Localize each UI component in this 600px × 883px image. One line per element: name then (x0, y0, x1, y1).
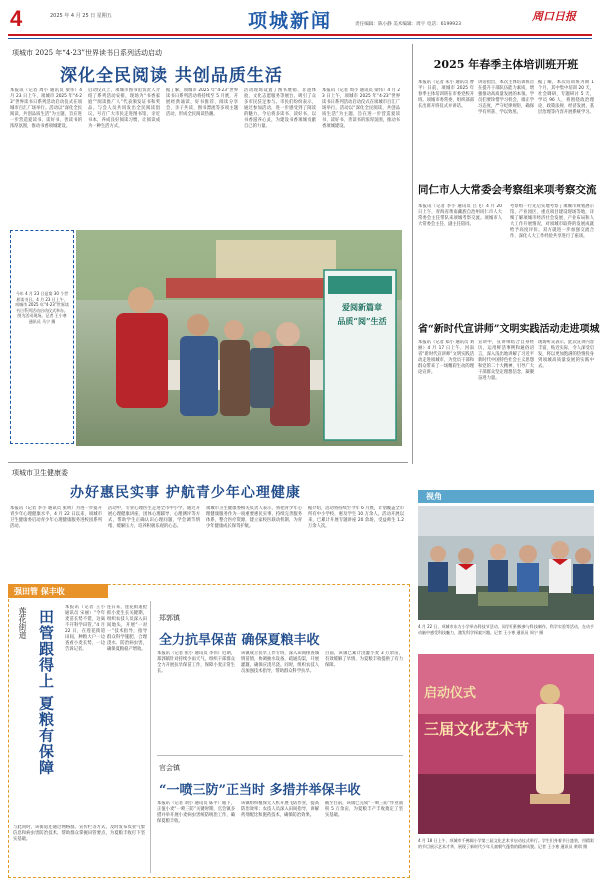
article-body-col1: 本报讯（记者 李小 通讯员 吕飞）4 月 20 日上午，青海省黄南藏族自治州同仁市人大常委会主任带队来项城考察交流。项城市人大常委会主任、副主任陪同。 (418, 204, 502, 227)
article-body-col2: 讲话指出，本次主体培训班旨在提升干部队伍能力素质，增强推动高质量发展的本领。学员们要珍惜学习机会，端正学习态度，严守纪律规矩，确保学有所获、学以致用。 (478, 80, 534, 115)
editor-line: 责任编辑：陈小静 美术编辑：周宇 电话：6199923 (355, 22, 462, 27)
article-body-col3: 据了解，本次培训班为期 1 个月，其中集中培训 20 天，社会调研、专题研讨 5 天，学员 96 人，将围绕政治理论、政策法规、经济发展、基层治理等内容开展系统学习。 (538, 80, 594, 115)
section-title: 项城新闻 (248, 10, 333, 32)
article-kicker: 项城市卫生健康委 (12, 469, 68, 477)
festival-banner-title: 启动仪式 (424, 686, 477, 701)
article-headline: 同仁市人大常委会考察组来项考察交流 (418, 184, 597, 196)
article-tongren (418, 176, 597, 306)
article-body-col1: 本报讯（记者 郑小 通讯员 刘丽）4 月 17 日上午，河南省“新时代宣讲师”文明实践活动走进项城市，为党员干部和群众带来了一场精彩生动的理论宣讲。 (418, 340, 474, 375)
photo-caption-box (10, 230, 74, 444)
masthead-rule-thin (8, 38, 592, 39)
article-body-col1: 本报讯（记者 周小 通讯员 梁伟）4 月 23 日上午，项城市 2025 年“4·23”世界读书日系列活动启动仪式在项城市百汇广场举行。活动以“深化全民阅读，共创品质生活”为主题，旨在进一步营造爱读书、读好书、善读书的浓厚氛围，推动书香项城建设。 (10, 88, 82, 129)
col1-body-c: 与此同时，该街道还通过网格群、宣传栏等方式，及时发布农业气象信息和病虫害防治技术，帮助群众掌握田管要点，为夏粮丰收打下坚实基础。 (13, 825, 145, 842)
article-lecturer (418, 316, 600, 464)
banner-text-1: 爱阅新篇章 (342, 302, 382, 312)
article-body-col5: 本报讯（记者 周小 通讯员 梁伟）4 月 23 日上午，项城市 2025 年“4·23”世界读书日系列活动启动仪式在项城市百汇广场举行。活动以“深化全民阅读，共创品质生活”为主题，旨在进一步营造爱读书、读好书、善读书的浓厚氛围，推动书香项城建设。 (322, 88, 400, 129)
article-body-col2: 考察组一行先后实地考察了项城市规划展示馆、产业园区、重点项目建设现场等地，详细了解项城市经济社会发展、产业布局和人大工作开展情况，对项城市取得的发展成就给予高度评价。双方就进一步加强交流合作、深化人大工作经验共享进行了座谈。 (510, 204, 594, 239)
banner-text-2: 品质“阅”生活 (337, 316, 387, 326)
art-festival-photo-image (418, 654, 594, 834)
col3-kicker: 官会镇 (159, 764, 180, 772)
page-number: 4 (10, 6, 23, 31)
column-rule-right (412, 44, 413, 464)
article-body-col4: 据介绍，活动将持续至今年 6 月底，计划覆盖全市所有中小学校，惠及学生 10 万余人。活动开展以来，已累计开展专题讲座 20 余场，受益师生 1.2 万余人次。 (308, 506, 404, 529)
reading-day-photo-image (76, 230, 402, 446)
article-headline: 办好惠民实事 护航青少年心理健康 (70, 485, 301, 501)
article-body-col3: 据了解，项城市 2025 年“4·23”世界读书日系列活动将持续至 5 月底，开展经典诵读、好书推荐、阅读分享会、亲子共读、图书漂流等多项主题活动，形成全民阅读热潮。 (166, 88, 238, 117)
special-section (8, 584, 410, 878)
article-body-col1: 本报讯（记者 朱小 通讯员 曹平）日前，项城市 2025 年春季主体培训班在市委党校开班。项城市委常委、组织部部长出席开班仪式并讲话。 (418, 80, 474, 109)
article-reading-day (8, 44, 404, 464)
article-headline: 深化全民阅读 共创品质生活 (60, 66, 283, 86)
festival-banner-sub: 三届文化艺术节 (424, 720, 530, 738)
special-divider-v (150, 601, 151, 873)
col1-kicker: 莲花街道 (18, 607, 27, 639)
col1-body-b: 连日来，莲花街道抢抓小麦生长关键期，组织农技人员深入田间地头，开展“一对一”技术指导，指导群众科学施肥、合理浇水、防治病虫害，确保夏粮稳产增收。 (107, 605, 147, 652)
col2-headline: 全力抗旱保苗 确保夏粮丰收 (159, 633, 320, 648)
view-caption-2: 4 月 18 日上午，项城市千佛阁小学第三届文化艺术节启动仪式举行。学生们身着节日盛装，用精彩的节目展示艺术才华，展现了新时代少年儿童朝气蓬勃的精神风貌。记者 王小寒 通讯员 黄琪 摄 (418, 838, 594, 849)
view-tag (418, 490, 594, 503)
view-photo-1 (418, 506, 594, 620)
article-health (8, 464, 408, 584)
view-tag-text: 视角 (426, 492, 442, 501)
article-body-col3: 现场听众表示，此次宣讲内容丰富、贴近实际，令人深受启发，将以更加饱满的热情投身到项城高质量发展的实践中去。 (538, 340, 594, 369)
article-training (418, 44, 594, 156)
col3-headline: “一喷三防”正当时 多措并举保丰收 (159, 783, 361, 798)
article-body-col2: 启动仪式上，项城市图书馆负责人介绍了系列活动安排，现场为“书香家庭”“阅读推广人”代表颁发证书和奖品。与会人员共同发出全民阅读倡议，号召广大市民走进图书馆，亲近书本，养成良好阅读习惯，让阅读成为一种生活方式。 (88, 88, 160, 129)
article-body-col2: 活动中，专业心理医生走进全市中小学，通过开展心理健康讲座、团体心理辅导、心理测评等方式，帮助学生正确认识心理问题，学会调节情绪、缓解压力，培养积极乐观的心态。 (108, 506, 200, 529)
col2-body-b: 该镇成立抗旱工作专班，深入田间排查墒情苗情，协调抽水设备，疏通沟渠，开展灌溉，确保应浇尽浇。同时，组织农技人员加强技术指导，帮助群众科学抗旱。 (241, 651, 319, 674)
view-photo-2 (418, 654, 594, 834)
reading-day-photo (76, 230, 402, 446)
masthead-rule (8, 34, 592, 36)
masthead (0, 0, 600, 40)
article-kicker: 项城市 2025 年“4·23”世界读书日系列活动启动 (12, 49, 163, 57)
col3-body-a: 本报讯（记者 刘小 通讯员 陈平）眼下，正值小麦“一喷三防”关键时期，官会镇多措并举开展小麦病虫害统防统治工作，确保夏粮丰收。 (157, 801, 235, 824)
date-line: 2025 年 4 月 25 日 星期五 (50, 13, 112, 19)
view-caption-1: 4 月 22 日，项城市东方小学举办科技节活动，同学们积极参与科技制作、科学实验等活动，在动手动脑中感受科技魅力，激发科学探索兴趣。记者 王小寒 通讯员 周宁 摄 (418, 624, 594, 635)
col2-body-c: 目前，该镇已累计浇灌小麦 3 万余亩，有效缓解了旱情，为夏粮丰收提供了有力保障。 (325, 651, 403, 668)
article-body-col2: 宣讲中，宣讲师结合自身经历，运用鲜活事例和通俗语言，深入浅出地讲解了习近平新时代中国特色社会主义思想和党的二十大精神，引导广大干部群众坚定理想信念，凝聚奋进力量。 (478, 340, 534, 381)
col2-body-a: 本报讯（记者 张小 通讯员 李伟）近期，郑郭镇针对持续少雨天气，组织干部群众全力开展抗旱保苗工作，保障小麦正常生长。 (157, 651, 235, 674)
students-photo-image (418, 506, 594, 620)
col1-body-a: 本报讯（记者 王小 通讯员 宋丽）“今年麦苗长势不错，这离不开科学田管。”4 月 22 日，在莲花街道田间，种粮大户一边查看小麦长势，一边告诉记者。 (65, 605, 105, 652)
col1-headline: 田管跟得上 夏粮有保障 (37, 609, 55, 776)
special-divider-h (157, 755, 403, 756)
photo-caption: 今年 4 月 23 日是第 30 个世界读书日。4 月 23 日上午，项城市 2025 年“4·23”世界读书日系列活动启动仪式举办。图为活动现场。记者 王小寒 通讯员 马宁 摄 (15, 291, 69, 324)
special-tag (8, 584, 108, 598)
article-body-col3: 项城市卫生健康委相关负责人表示，将把青少年心理健康服务作为一项重要惠民实事，持续完善服务体系，整合医疗资源，建立家校医联动机制，为青少年健康成长保驾护航。 (206, 506, 302, 529)
view-section (418, 490, 594, 876)
article-headline: 2025 年春季主体培训班开班 (433, 58, 579, 71)
special-tag-text: 强田管 保丰收 (14, 587, 65, 596)
divider-health (8, 462, 408, 463)
paper-logo: 周口日报 (532, 10, 576, 23)
col2-kicker: 郑郭镇 (159, 614, 180, 622)
article-body-col1: 本报讯（记者 李小 通讯员 张明）为进一步提升青少年心理健康水平，4 月 22 日以来，项城市卫生健康委启动青少年心理健康服务进校园系列活动。 (10, 506, 102, 529)
col3-body-b: 该镇组织植保无人机开展飞防作业，提高防治效率；农技人员深入田间指导，讲解药剂配比和施药技术，确保防治效果。 (241, 801, 319, 818)
article-body-col4: 活动现场设置了图书展销、非遗体验、文化志愿服务等展台，吸引了众多市民驻足参与。市民们纷纷表示，通过参加活动，进一步感受到了阅读的魅力，今后将多读书、读好书，以书香滋养心灵，为建设书香项城贡献自己的力量。 (244, 88, 316, 129)
article-headline: 省“新时代宣讲师”文明实践活动走进项城 (418, 324, 600, 335)
col3-body-c: 截至目前，该镇已完成“一喷三防”作业面积 5 万余亩，为夏粮丰产丰收奠定了坚实基础。 (325, 801, 403, 818)
